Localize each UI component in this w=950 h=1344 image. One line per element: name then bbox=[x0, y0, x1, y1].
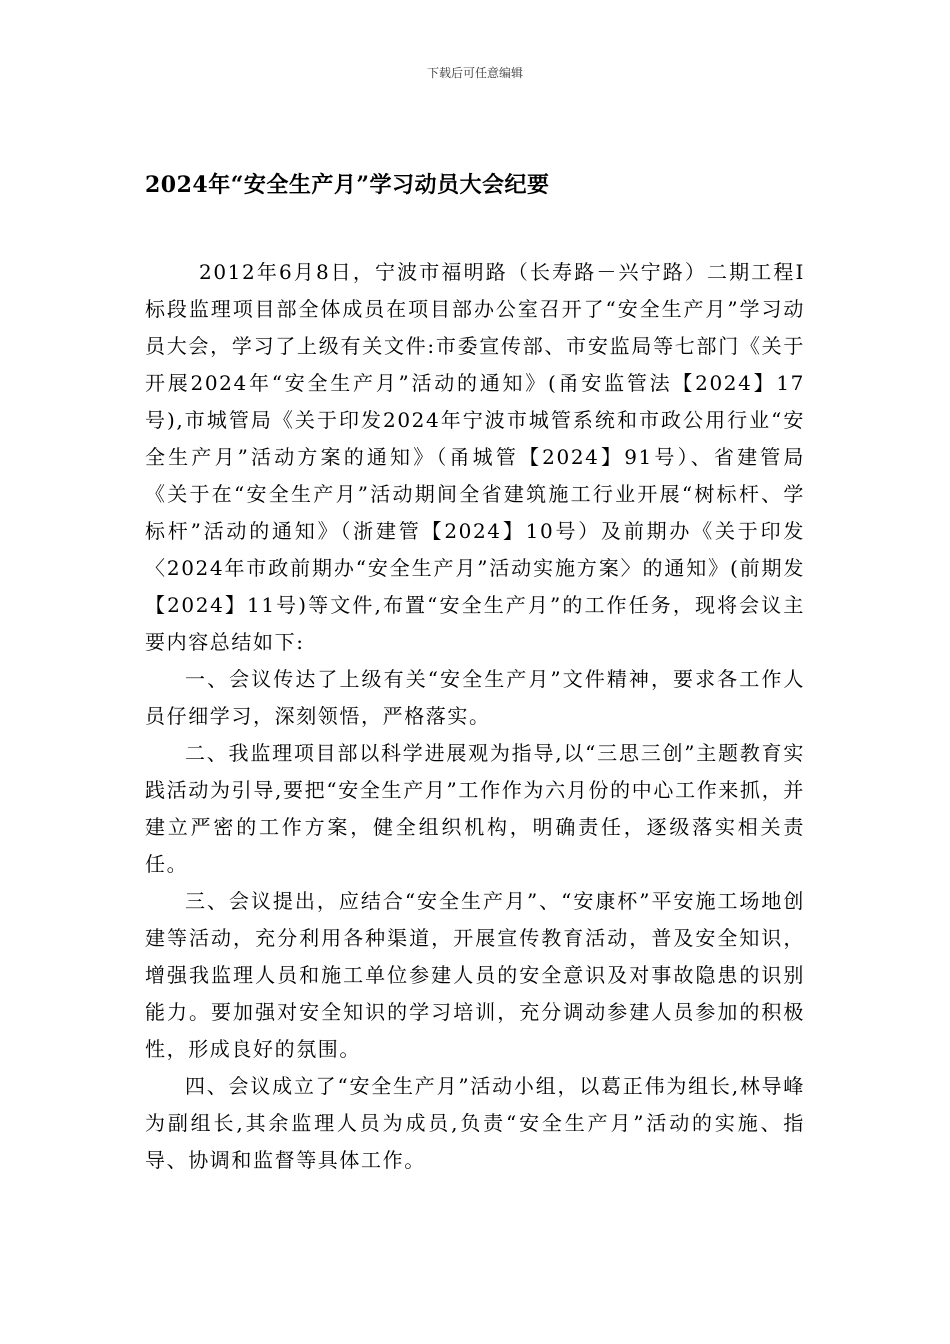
paragraph-item-4: 四、会议成立了“安全生产月”活动小组，以葛正伟为组长,林导峰为副组长,其余监理人员为成员,负责“安全生产月”活动的实施、指导、协调和监督等具体工作。 bbox=[145, 1074, 805, 1172]
paragraph-item-2: 二、我监理项目部以科学进展观为指导,以“三思三创”主题教育实践活动为引导,要把“安全生产月”工作作为六月份的中心工作来抓，并建立严密的工作方案，健全组织机构，明确责任，逐级落实相关责任。 bbox=[145, 741, 805, 876]
paragraph-item-3: 三、会议提出，应结合“安全生产月”、“安康杯”平安施工场地创建等活动，充分利用各种渠道，开展宣传教育活动，普及安全知识，增强我监理人员和施工单位参建人员的安全意识及对事故隐患的识别能力。要加强对安全知识的学习培训，充分调动参建人员参加的积极性，形成良好的氛围。 bbox=[145, 889, 805, 1061]
document-body bbox=[145, 254, 805, 1179]
document-title: 2024年“安全生产月”学习动员大会纪要 bbox=[145, 172, 550, 198]
header-note: 下载后可任意编辑 bbox=[426, 66, 523, 80]
paragraph-item-1: 一、会议传达了上级有关“安全生产月”文件精神，要求各工作人员仔细学习，深刻领悟，严格落实。 bbox=[145, 667, 805, 728]
paragraph-intro: 2012年6月8日，宁波市福明路（长寿路－兴宁路）二期工程Ⅰ标段监理项目部全体成员在项目部办公室召开了“安全生产月”学习动员大会，学习了上级有关文件:市委宣传部、市安监局等七部门《关于开展2024年“安全生产月”活动的通知》(甬安监管法【2024】17号),市城管局《关于印发2024年宁波市城管系统和市政公用行业“安全生产月”活动方案的通知》（甬城管【2024】91号）、省建管局《关于在“安全生产月”活动期间全省建筑施工行业开展“树标杆、学标杆”活动的通知》（浙建管【2024】10号）及前期办《关于印发〈2024年市政前期办“安全生产月”活动实施方案〉的通知》(前期发【2024】11号)等文件,布置“安全生产月”的工作任务，现将会议主要内容总结如下: bbox=[145, 260, 805, 654]
